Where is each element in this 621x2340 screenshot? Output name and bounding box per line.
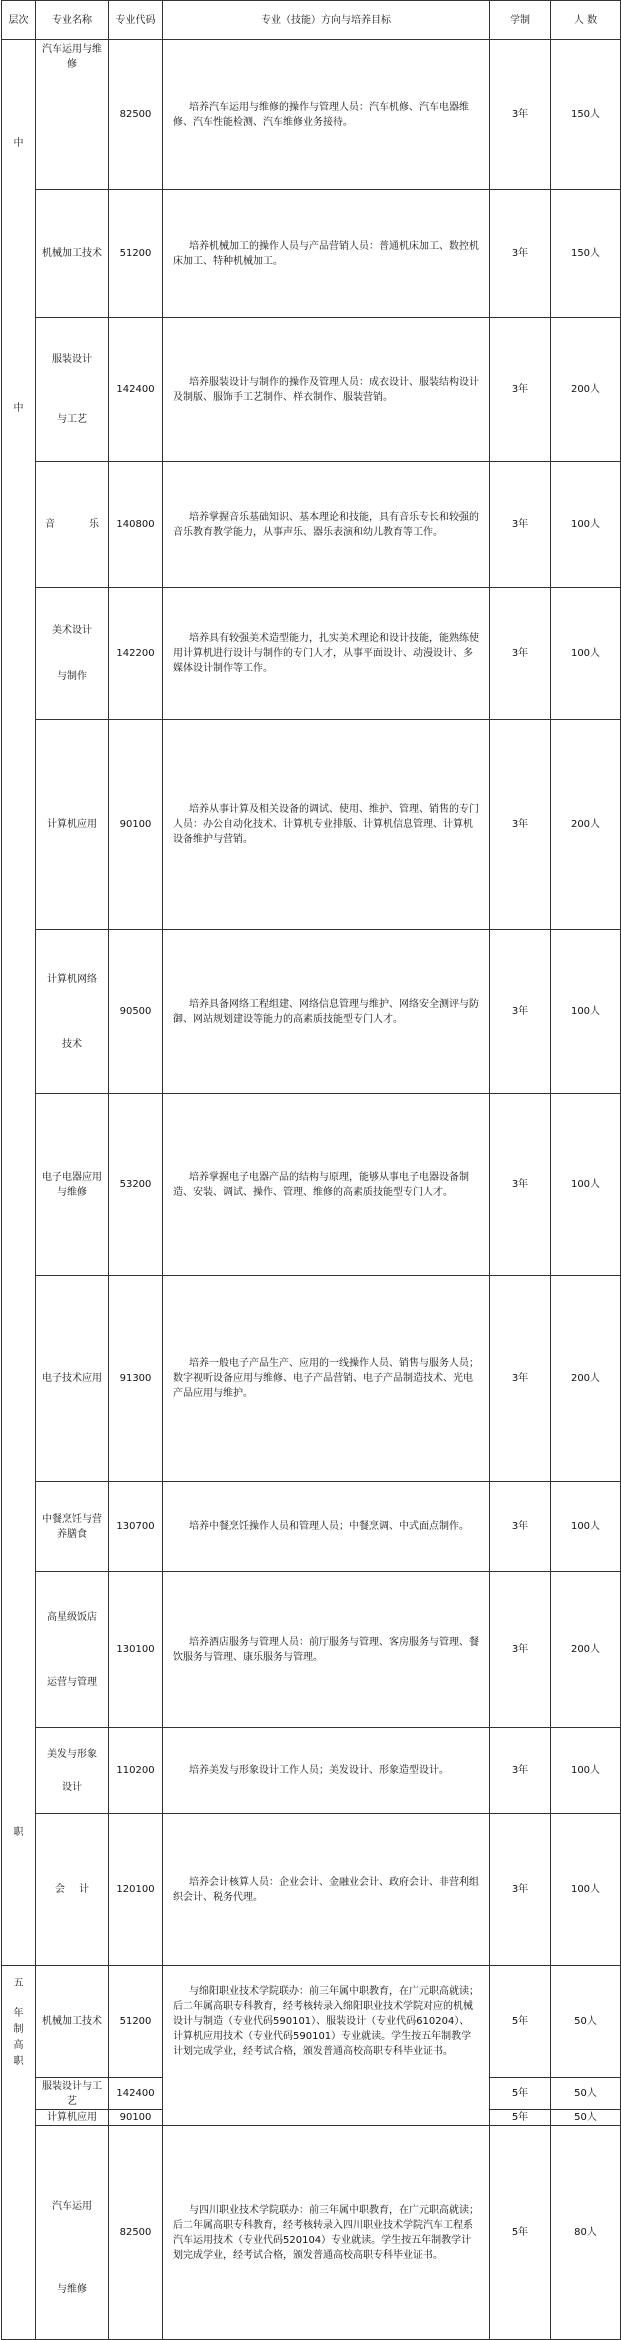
major-duration: 5年 bbox=[490, 2126, 551, 2340]
major-name: 计算机应用 bbox=[36, 2110, 109, 2126]
table-row bbox=[2, 1728, 621, 1814]
header-code: 专业代码 bbox=[109, 1, 163, 40]
major-duration: 3年 bbox=[490, 720, 551, 930]
major-code: 110200 bbox=[109, 1728, 163, 1814]
header-goal: 专业（技能）方向与培养目标 bbox=[163, 1, 490, 40]
table-row bbox=[2, 40, 621, 190]
major-count: 100人 bbox=[551, 1094, 621, 1276]
major-code: 130700 bbox=[109, 1482, 163, 1572]
major-duration: 3年 bbox=[490, 1482, 551, 1572]
major-count: 50人 bbox=[551, 2110, 621, 2126]
major-count: 150人 bbox=[551, 40, 621, 190]
major-name: 美术设计 与制作 bbox=[36, 588, 109, 720]
header-name: 专业名称 bbox=[36, 1, 109, 40]
major-code: 51200 bbox=[109, 1966, 163, 2078]
major-count: 200人 bbox=[551, 1276, 621, 1482]
major-count: 50人 bbox=[551, 2078, 621, 2110]
major-goal: 培养汽车运用与维修的操作与管理人员：汽车机修、汽车电器维修、汽车性能检测、汽车维修业务接待。 bbox=[163, 40, 490, 190]
table-row bbox=[2, 720, 621, 930]
major-goal: 培养服装设计与制作的操作及管理人员：成衣设计、服装结构设计及制版、服饰手工艺制作、样衣制作、服装营销。 bbox=[163, 318, 490, 462]
major-name: 机械加工技术 bbox=[36, 190, 109, 318]
major-goal: 培养从事计算及相关设备的调试、使用、维护、管理、销售的专门人员：办公自动化技术、计算机专业排版、计算机信息管理、计算机设备维护与营销。 bbox=[163, 720, 490, 930]
major-duration: 5年 bbox=[490, 1966, 551, 2078]
major-duration: 3年 bbox=[490, 588, 551, 720]
table-row bbox=[2, 1814, 621, 1966]
major-code: 130100 bbox=[109, 1572, 163, 1728]
major-name: 汽车运用与维修 bbox=[36, 40, 109, 190]
table-row bbox=[2, 1966, 621, 2078]
major-name: 汽车运用 与维修 bbox=[36, 2126, 109, 2340]
major-name: 计算机应用 bbox=[36, 720, 109, 930]
major-goal: 培养具备网络工程组建、网络信息管理与维护、网络安全测评与防御、网站规划建设等能力的高素质技能型专门人才。 bbox=[163, 930, 490, 1094]
table-row bbox=[2, 930, 621, 1094]
major-count: 100人 bbox=[551, 588, 621, 720]
major-count: 100人 bbox=[551, 1728, 621, 1814]
major-count: 200人 bbox=[551, 1572, 621, 1728]
level-wunian: 五 年 制 高 职 bbox=[2, 1966, 36, 2340]
level-zhongzhi bbox=[2, 40, 36, 1966]
major-code: 120100 bbox=[109, 1814, 163, 1966]
table-row bbox=[2, 462, 621, 588]
major-goal: 培养机械加工的操作人员与产品营销人员：普通机床加工、数控机床加工、特种机械加工。 bbox=[163, 190, 490, 318]
table-row bbox=[2, 190, 621, 318]
major-count: 100人 bbox=[551, 462, 621, 588]
major-duration: 3年 bbox=[490, 462, 551, 588]
major-goal: 培养掌握电子电器产品的结构与原理，能够从事电子电器设备制造、安装、调试、操作、管理、维修的高素质技能型专门人才。 bbox=[163, 1094, 490, 1276]
major-count: 100人 bbox=[551, 1814, 621, 1966]
header-level: 层次 bbox=[2, 1, 36, 40]
header-duration: 学制 bbox=[490, 1, 551, 40]
major-goal: 培养美发与形象设计工作人员；美发设计、形象造型设计。 bbox=[163, 1728, 490, 1814]
major-duration: 3年 bbox=[490, 1094, 551, 1276]
major-name: 计算机网络 技术 bbox=[36, 930, 109, 1094]
major-duration: 3年 bbox=[490, 1814, 551, 1966]
level-char: 职 bbox=[13, 1827, 24, 1838]
major-goal: 培养会计核算人员：企业会计、金融业会计、政府会计、非营利组织会计、税务代理。 bbox=[163, 1814, 490, 1966]
major-duration: 3年 bbox=[490, 318, 551, 462]
major-duration: 3年 bbox=[490, 190, 551, 318]
major-code: 82500 bbox=[109, 2126, 163, 2340]
major-duration: 5年 bbox=[490, 2078, 551, 2110]
major-name: 电子技术应用 bbox=[36, 1276, 109, 1482]
major-goal: 培养掌握音乐基础知识、基本理论和技能，具有音乐专长和较强的音乐教育教学能力，从事声乐、器乐表演和幼儿教育等工作。 bbox=[163, 462, 490, 588]
major-duration: 3年 bbox=[490, 1572, 551, 1728]
major-count: 100人 bbox=[551, 1482, 621, 1572]
major-name: 中餐烹饪与营养膳食 bbox=[36, 1482, 109, 1572]
major-code: 53200 bbox=[109, 1094, 163, 1276]
major-code: 142200 bbox=[109, 588, 163, 720]
table-row bbox=[2, 1276, 621, 1482]
major-code: 82500 bbox=[109, 40, 163, 190]
major-goal: 培养酒店服务与管理人员：前厅服务与管理、客房服务与管理、餐饮服务与管理、康乐服务与管理。 bbox=[163, 1572, 490, 1728]
header-count: 人 数 bbox=[551, 1, 621, 40]
major-code: 90500 bbox=[109, 930, 163, 1094]
major-count: 150人 bbox=[551, 190, 621, 318]
major-count: 80人 bbox=[551, 2126, 621, 2340]
major-count: 50人 bbox=[551, 1966, 621, 2078]
table-row bbox=[2, 1094, 621, 1276]
major-count: 200人 bbox=[551, 720, 621, 930]
major-code: 140800 bbox=[109, 462, 163, 588]
major-name: 服装设计 与工艺 bbox=[36, 318, 109, 462]
major-goal: 培养中餐烹饪操作人员和管理人员；中餐烹调、中式面点制作。 bbox=[163, 1482, 490, 1572]
major-name: 机械加工技术 bbox=[36, 1966, 109, 2078]
header-row bbox=[2, 1, 621, 40]
table-row bbox=[2, 1572, 621, 1728]
major-goal: 培养具有较强美术造型能力，扎实美术理论和设计技能，能熟练使用计算机进行设计与制作的专门人才，从事平面设计、动漫设计、多媒体设计制作等工作。 bbox=[163, 588, 490, 720]
major-name: 音 乐 bbox=[36, 462, 109, 588]
table-row bbox=[2, 588, 621, 720]
major-count: 200人 bbox=[551, 318, 621, 462]
major-duration: 3年 bbox=[490, 40, 551, 190]
enrollment-table bbox=[1, 0, 621, 2340]
table-row bbox=[2, 1482, 621, 1572]
level-char: 中 bbox=[13, 402, 24, 414]
major-count: 100人 bbox=[551, 930, 621, 1094]
major-name: 电子电器应用与维修 bbox=[36, 1094, 109, 1276]
major-code: 90100 bbox=[109, 2110, 163, 2126]
major-goal-shared: 与绵阳职业技术学院联办：前三年属中职教育，在广元职高就读；后二年属高职专科教育，经考核转录入绵阳职业技术学院对应的机械设计与制造（专业代码590101）、服装设计（专业代码610204）、计算机应用技术（专业代码590101）专业就读。学生按五年制教学计划完成学业，经考试合格，颁发普通高校高职专科毕业证书。 bbox=[163, 1966, 490, 2126]
level-char: 中 bbox=[13, 138, 24, 149]
major-goal: 与四川职业技术学院联办：前三年属中职教育，在广元职高就读；后二年属高职专科教育，经考核转录入四川职业技术学院汽车工程系汽车运用技术（专业代码520104）专业就读。学生按五年制教学计划完成学业，经考试合格，颁发普通高校高职专科毕业证书。 bbox=[163, 2126, 490, 2340]
major-duration: 5年 bbox=[490, 2110, 551, 2126]
major-name: 会 计 bbox=[36, 1814, 109, 1966]
major-duration: 3年 bbox=[490, 1276, 551, 1482]
major-name: 美发与形象 设计 bbox=[36, 1728, 109, 1814]
table-row bbox=[2, 2126, 621, 2340]
major-duration: 3年 bbox=[490, 930, 551, 1094]
table-row bbox=[2, 318, 621, 462]
major-goal: 培养一般电子产品生产、应用的一线操作人员、销售与服务人员；数字视听设备应用与维修、电子产品营销、电子产品制造技术、光电产品应用与维护。 bbox=[163, 1276, 490, 1482]
major-duration: 3年 bbox=[490, 1728, 551, 1814]
major-code: 142400 bbox=[109, 318, 163, 462]
major-name: 高星级饭店 运营与管理 bbox=[36, 1572, 109, 1728]
major-name: 服装设计与工艺 bbox=[36, 2078, 109, 2110]
major-code: 142400 bbox=[109, 2078, 163, 2110]
major-code: 51200 bbox=[109, 190, 163, 318]
major-code: 91300 bbox=[109, 1276, 163, 1482]
major-code: 90100 bbox=[109, 720, 163, 930]
